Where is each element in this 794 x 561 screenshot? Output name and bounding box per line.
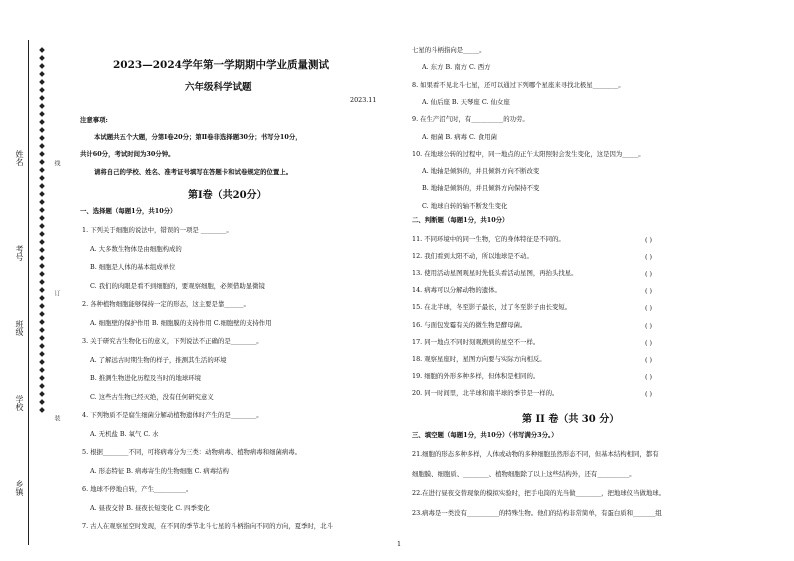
- diamond-dot: [39, 127, 45, 133]
- diamond-dot: [39, 383, 45, 389]
- question-line: 8. 如果看不见北斗七星，还可以通过下列哪个星座来寻找北极星________。: [412, 80, 625, 89]
- diamond-dot: [39, 239, 45, 245]
- answer-paren[interactable]: ( ): [645, 321, 653, 330]
- diamond-dot: [39, 95, 45, 101]
- diamond-dot: [39, 359, 45, 365]
- question-line: 1. 下列关于细胞的说法中，错误的一项是 ________。: [82, 226, 233, 234]
- diamond-dot: [39, 159, 45, 165]
- diamond-dot: [39, 319, 45, 325]
- question-line: C. 我们的肉眼是看不到细胞的，要观察细胞，必须借助显微镜: [90, 281, 265, 290]
- question-line: 11. 不同环境中的同一生物，它的身体特征是不同的。: [412, 235, 565, 243]
- question-line: 细胞膜、细胞质、________、植物细胞除了以上这些结构外，还有__________。: [412, 469, 636, 478]
- cut-mark-bind: 订: [53, 290, 60, 296]
- question-line: 2. 各种植物细胞能够保持一定的形态，这主要是靠______。: [82, 300, 250, 308]
- question-line: 七星的斗柄指向是_____。: [412, 46, 486, 54]
- question-line: 18. 观察星座时，星图方向要与实际方向相反。: [412, 354, 546, 363]
- cut-mark-line: 线: [53, 160, 60, 166]
- page-number: 1: [397, 540, 402, 548]
- diamond-dot: [39, 215, 45, 221]
- diamond-dot: [39, 79, 45, 85]
- binding-line: [28, 40, 29, 545]
- diamond-dot: [39, 223, 45, 229]
- diamond-dot: [39, 263, 45, 269]
- question-line: B. 地轴是倾斜的，并且倾斜方向保持不变: [422, 184, 540, 193]
- question-line: 13. 使用活动星图观星时先低头看活动星图，再抬头找星。: [412, 269, 578, 278]
- question-line: A. 细菌 B. 病毒 C. 食用菌: [422, 132, 497, 141]
- question-line: 17. 同一地点不同时刻观测到的星空不一样。: [412, 337, 540, 346]
- question-line: 23.病毒是一类没有__________的特殊生物。他们的结构非常简单，有蛋白质和_______组: [412, 508, 662, 517]
- answer-paren[interactable]: ( ): [645, 236, 653, 244]
- diamond-dot: [39, 247, 45, 253]
- binding-strip: [0, 0, 60, 561]
- class-label: 班级: [15, 320, 24, 336]
- diamond-dot: [39, 375, 45, 381]
- exam-number-label: 考号: [15, 245, 24, 261]
- question-line: A. 昼夜交替 B. 昼夜长短变化 C. 四季变化: [90, 503, 210, 512]
- diamond-dot: [39, 207, 45, 213]
- question-line: A. 形态特征 B. 病毒寄生的生物细胞 C. 病毒结构: [90, 466, 229, 475]
- answer-paren[interactable]: ( ): [645, 389, 653, 398]
- question-line: 20. 同一时间里，北半球和南半球的季节是一样的。: [412, 388, 559, 397]
- notice-line: 本试题共五个大题，分第Ⅰ卷20分；第Ⅱ卷非选择题30分；书写分10分，: [94, 133, 302, 141]
- answer-paren[interactable]: ( ): [645, 304, 653, 313]
- diamond-dot: [39, 399, 45, 405]
- exam-subtitle: 六年级科学试题: [185, 82, 252, 93]
- diamond-dot: [39, 271, 45, 277]
- diamond-dot: [39, 103, 45, 109]
- question-line: A. 无机盐 B. 氧气 C. 水: [90, 429, 159, 438]
- question-line: B. 推测生物进化历程及当时的地球环境: [90, 374, 202, 382]
- question-line: 21.细胞的形态多种多样，人体或动物的多种细胞虽然形态不同，但基本结构相同，都有: [412, 450, 659, 458]
- question-line: 9. 在生产沼气时，有__________的功劳。: [412, 115, 529, 124]
- answer-paren[interactable]: ( ): [645, 372, 653, 381]
- question-line: 4. 下列物质不是腐生细菌分解动植物遗体时产生的是________。: [82, 411, 263, 419]
- question-line: A. 细胞壁的保护作用 B. 细胞膜的支持作用 C.细胞壁的支持作用: [90, 318, 272, 327]
- answer-paren[interactable]: ( ): [645, 270, 653, 279]
- diamond-dot: [39, 183, 45, 189]
- question-line: 12. 我们看到太阳不动，所以地球是不动。: [412, 252, 533, 261]
- part1-title: 第Ⅰ卷（共20分）: [188, 190, 267, 201]
- diamond-dot: [39, 191, 45, 197]
- question-line: 14. 病毒可以分解动物的遗体。: [412, 286, 501, 295]
- diamond-dot: [39, 151, 45, 157]
- diamond-dot: [39, 367, 45, 373]
- answer-paren[interactable]: ( ): [645, 287, 653, 296]
- diamond-dot: [39, 343, 45, 349]
- judge-heading: 二、判断题（每题1分，共10分）: [412, 216, 509, 224]
- question-line: A. 仙后座 B. 天琴座 C. 仙女座: [422, 97, 510, 106]
- diamond-dot: [39, 199, 45, 205]
- school-label: 学校: [15, 395, 24, 411]
- exam-date: 2023.11: [350, 96, 377, 104]
- question-line: B. 细胞是人体的基本组成单位: [90, 263, 176, 271]
- diamond-dot: [39, 87, 45, 93]
- diamond-dot: [39, 255, 45, 261]
- notice-heading: 注意事项:: [80, 116, 108, 124]
- diamond-dot: [39, 335, 45, 341]
- diamond-dot: [39, 175, 45, 181]
- diamond-dot: [39, 303, 45, 309]
- notice-line: 请将自己的学校、姓名、准考证号填写在答题卡和试卷规定的位置上。: [94, 168, 293, 176]
- diamond-dot: [39, 231, 45, 237]
- question-line: 3. 关于研究古生物化石的意义，下列说法不正确的是________。: [82, 337, 263, 345]
- part2-title: 第 II 卷（共 30 分）: [522, 414, 620, 425]
- answer-paren[interactable]: ( ): [645, 355, 653, 364]
- question-line: 10. 在地球公转的过程中，同一地点的正午太阳照射会发生变化，这是因为_____。: [412, 149, 645, 158]
- diamond-dots: [37, 45, 47, 545]
- cut-mark-seal: 装: [53, 415, 60, 421]
- fill-heading: 三、填空题（每题1分，共10分）（书写满分3分。）: [412, 431, 558, 439]
- diamond-dot: [39, 135, 45, 141]
- question-line: 16. 与面包发霉有关的微生物是酵母菌。: [412, 320, 527, 329]
- diamond-dot: [39, 287, 45, 293]
- diamond-dot: [39, 279, 45, 285]
- diamond-dot: [39, 47, 45, 53]
- diamond-dot: [39, 55, 45, 61]
- question-line: 6. 地球不停地自转，产生__________。: [82, 485, 193, 493]
- diamond-dot: [39, 295, 45, 301]
- diamond-dot: [39, 407, 45, 413]
- diamond-dot: [39, 63, 45, 69]
- diamond-dot: [39, 71, 45, 77]
- diamond-dot: [39, 327, 45, 333]
- diamond-dot: [39, 111, 45, 117]
- exam-title: 2023—2024学年第一学期期中学业质量测试: [113, 59, 329, 71]
- question-line: 5. 根据________不同，可将病毒分为三类：动物病毒、植物病毒和细菌病毒。: [82, 448, 302, 456]
- question-line: C. 地球自转的轴不断发生变化: [422, 201, 508, 210]
- diamond-dot: [39, 119, 45, 125]
- diamond-dot: [39, 167, 45, 173]
- township-label: 乡镇: [15, 480, 24, 496]
- question-line: A. 了解远古时期生物的样子，推测其生活的环境: [90, 355, 227, 364]
- question-line: A. 大多数生物体是由细胞构成的: [90, 244, 182, 253]
- diamond-dot: [39, 143, 45, 149]
- answer-paren[interactable]: ( ): [645, 338, 653, 347]
- question-line: 22.在进行昼夜交替现象的模拟实验时，把手电筒的光当做________，把地球仪当做地球。: [412, 489, 666, 497]
- question-line: 15. 在北半球，冬至影子最长，过了冬至影子由长变短。: [412, 303, 572, 312]
- question-line: A. 地轴是倾斜的，并且倾斜方向不断改变: [422, 167, 540, 176]
- diamond-dot: [39, 391, 45, 397]
- question-line: 19. 细胞的外形多种多样，但体积是相同的。: [412, 371, 540, 380]
- answer-paren[interactable]: ( ): [645, 253, 653, 262]
- question-line: C. 这些古生物已经灭绝，没有任何研究意义: [90, 392, 214, 401]
- name-field-label: 姓名: [15, 150, 24, 166]
- notice-line: 共计60分，考试时间为30分钟。: [80, 150, 175, 158]
- question-line: A. 东方 B. 南方 C. 西方: [422, 63, 491, 72]
- diamond-dot: [39, 311, 45, 317]
- question-line: 7. 古人在观察星空时发现，在不同的季节北斗七星的斗柄指向不同的方向，夏季时，北斗: [82, 522, 333, 530]
- section1-heading: 一、选择题（每题1分，共10分）: [80, 207, 177, 215]
- diamond-dot: [39, 351, 45, 357]
